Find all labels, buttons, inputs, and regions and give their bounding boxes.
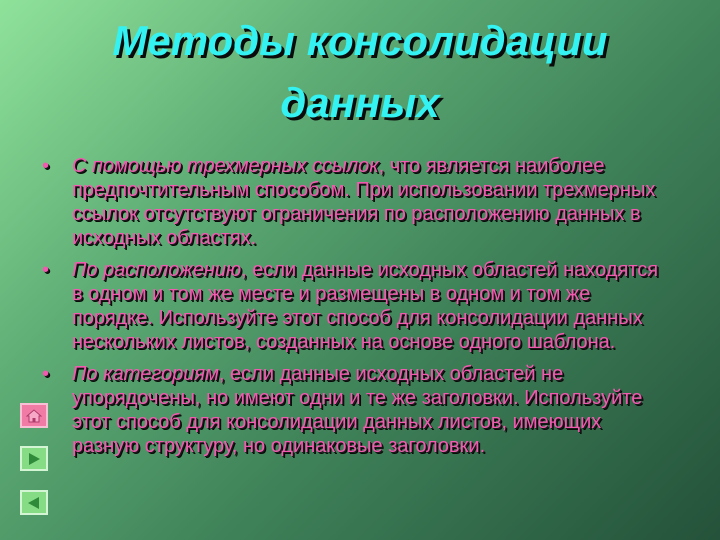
previous-slide-button[interactable] (20, 490, 48, 515)
bullet-term: По расположению (72, 259, 242, 281)
bullet-term: По категориям (72, 363, 219, 385)
bullet-text: , если данные исходных областей находятся в одном и том же месте и размещены в одном и том же порядке. Используйте этот способ для консолидации данных нескольких листов, созданных на основе одного шаблона. (72, 259, 659, 353)
home-button[interactable] (20, 403, 48, 428)
bullet-term: С помощью трехмерных ссылок (72, 155, 379, 177)
house-icon (26, 409, 42, 423)
bullet-item-3d-references (38, 154, 668, 250)
slide-title-line-2: данных (280, 79, 440, 126)
bullet-text: , если данные исходных областей не упорядочены, но имеют одни и те же заголовки. Используйте этот способ для консолидации данных листов, имеющих разную структуру, но одинаковые заголовки. (72, 363, 643, 457)
next-slide-button[interactable] (20, 446, 48, 471)
slide-title-line-1: Методы консолидации (112, 17, 608, 64)
bullet-list (38, 154, 668, 466)
bullet-item-by-category (38, 362, 668, 458)
triangle-right-icon (27, 452, 41, 466)
bullet-text: , что является наиболее предпочтительным способом. При использовании трехмерных ссылок отсутствуют ограничения по расположению данных в исходных областях. (72, 155, 656, 249)
triangle-left-icon (27, 496, 41, 510)
slide-title (0, 10, 720, 134)
bullet-item-by-position (38, 258, 668, 354)
